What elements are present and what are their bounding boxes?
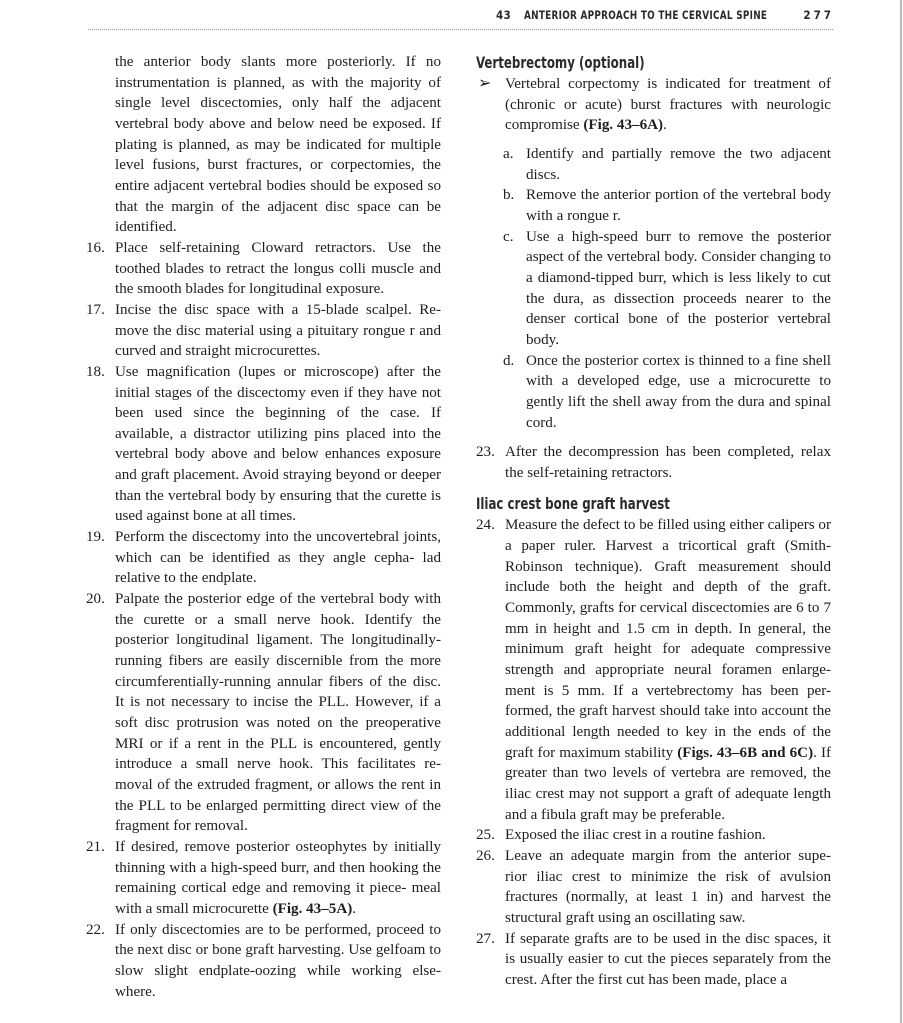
step-number: 19. [86,529,105,546]
figure-reference: (Fig. 43–5A) [272,900,353,917]
step-text: Place self-retaining Cloward retractors. Use the toothed blades to retract the longus colli muscle and the smooth blades for longitudinal exposure. [115,239,441,298]
step-20 [86,589,441,837]
step-number: 25. [476,827,495,844]
substep-letter: b. [503,187,515,204]
step-26 [476,846,831,929]
step-text: If separate grafts are to be used in the disc spaces, it is usually easier to cut the pieces separately from the crest. After the first cut has been made, place a [505,930,831,988]
step-text-end: . If greater than two levels of vertebra are removed, the iliac crest may not support a graft of adequate length and a fibula graft may be preferable. [505,744,831,823]
step-23 [476,442,831,483]
section-heading-iliac-crest: Iliac crest bone graft harvest [476,494,670,514]
running-head [470,8,834,26]
step-27 [476,929,831,991]
substep-letter: c. [503,228,514,245]
substep-text: Once the posterior cortex is thinned to a fine shell with a developed edge, use a microcurette to gently lift the shell away from the dura and spinal cord. [526,352,831,431]
substep-text: Use a high-speed burr to remove the posterior aspect of the vertebral body. Consider changing to a diamond-tipped burr, which is less likely to cut the dura, as dissection proceeds nearer to the denser cortical bone of the posterior vertebral body. [526,228,831,348]
figure-reference: (Fig. 43–6A) [583,117,664,134]
step-text: If only discectomies are to be performed, proceed to the next disc or bone graft harvesting. Use gelfoam to slow slight endplate-oozing while working else- where. [115,921,441,1000]
step-number: 27. [476,930,495,947]
header-rule [88,29,833,30]
step-text: Exposed the iliac crest in a routine fashion. [505,827,766,844]
left-column [86,52,441,1002]
chapter-number: 43 [496,8,511,22]
substep-d [476,351,831,434]
step-text: Measure the defect to be filled using either calipers or a paper ruler. Harvest a tricortical graft (Smith- Robinson technique). Graft measurement should include both the height and depth of the graft. Commonly, grafts for cervical discectomies are 6 to 7 mm in height and 1.5 cm in depth. In general, the minimum graft height for adequate compressive strength and appropriate neural foramen enlarge- ment is 5 mm. If a vertebrectomy has been per- formed, the graft harvest should take into account the additional length needed to key in the ends of the graft for maximum stability [505,517,831,761]
step-text: If desired, remove posterior osteophytes by initially thinning with a high-speed burr, and then hooking the remaining cortical edge and removing it piece- meal with a small microcurette [115,838,441,917]
step-number: 17. [86,301,105,318]
step-text: Incise the disc space with a 15-blade scalpel. Re- move the disc material using a pituitary rongue r and curved and straight microcurettes. [115,301,441,360]
substep-text: Remove the anterior portion of the vertebral body with a rongue r. [526,187,831,224]
right-column [476,52,831,991]
bullet-text-end: . [663,117,667,134]
step-text: Use magnification (lupes or microscope) after the initial stages of the discectomy even if they have not been used since the beginning of the case. If available, a distractor utilizing pins placed into the vertebral body above and below enhances exposure and graft placement. Avoid straying beyond or deeper than the vertebral body by ensuring that the curette is used against bone at all times. [115,363,441,525]
substep-b [476,185,831,226]
step-number: 18. [86,363,105,380]
step-16 [86,238,441,300]
substep-text: Identify and partially remove the two adjacent discs. [526,145,831,183]
substep-c [476,227,831,351]
step-number: 16. [86,239,105,256]
substep-letter: d. [503,352,515,369]
step-19 [86,527,441,589]
step-25 [476,825,831,846]
step-number: 24. [476,517,495,534]
section-heading-vertebrectomy: Vertebrectomy (optional) [476,53,645,72]
step-number: 26. [476,847,495,864]
step-number: 23. [476,444,495,461]
step-number: 20. [86,591,105,608]
substep-letter: a. [503,145,514,162]
page-number: 277 [803,8,834,22]
step-number: 22. [86,921,105,938]
step-18 [86,362,441,527]
step-17 [86,300,441,362]
step-22 [86,920,441,1003]
arrowhead-bullet-icon: ➢ [478,73,492,92]
page-edge [900,0,902,1023]
bullet-text: Vertebral corpectomy is indicated for treatment of (chronic or acute) burst fractures with neurologic compromise [505,76,831,134]
step-text: Leave an adequate margin from the anterior supe- rior iliac crest to minimize the risk of avulsion fractures (normally, at least 1 in) and harvest the structural graft using an oscillating saw. [505,847,831,926]
step-21 [86,837,441,920]
step-text: Palpate the posterior edge of the vertebral body with the curette or a small nerve hook. Identify the posterior longitudinal ligament. The longitudinally- running fibers are easily discernible from the more circumferentially-running annular fibers of the disc. It is not necessary to incise the PLL. However, if a soft disc protrusion was noted on the preoperative MRI or if a rent in the PLL is encountered, gently introduce a small nerve hook. This facilitates re- moval of the extruded fragment, or allows the rent in the PLL to be enlarged permitting direct view of the fragment for removal. [115,591,441,835]
continuation-paragraph: the anterior body slants more posteriorly. If no instrumentation is planned, as with the majority of single level discectomies, only half the adjacent vertebral body above and below need be exposed. If plating is planned, as may be indicated for multiple level fusions, burst fractures, or corpectomies, the entire adjacent vertebral bodies should be exposed so that the margin of the adjacent disc space can be identified. [115,54,441,236]
step-text: Perform the discectomy into the uncovertebral joints, which can be identified as they angle cepha- lad relative to the endplate. [115,529,441,587]
step-24 [476,515,831,825]
step-text-end: . [352,900,357,917]
step-number: 21. [86,838,105,855]
figure-reference: (Figs. 43–6B and 6C) [677,744,814,761]
substep-a [476,144,831,185]
arrow-bullet-paragraph [476,74,831,136]
step-text: After the decompression has been completed, relax the self-retaining retractors. [505,444,831,481]
chapter-title: ANTERIOR APPROACH TO THE CERVICAL SPINE [524,8,768,22]
